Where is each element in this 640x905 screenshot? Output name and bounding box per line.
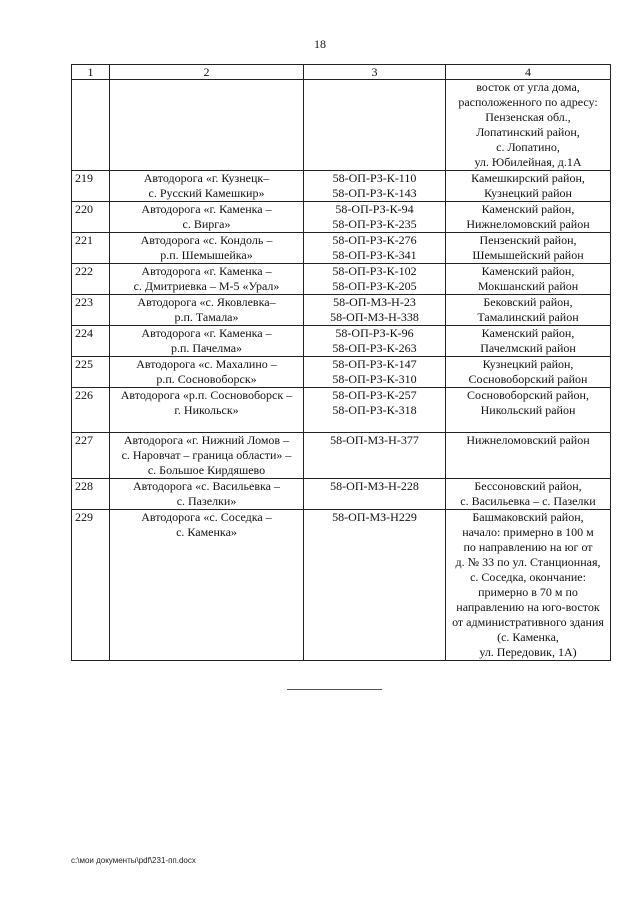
road-code-line: 58-ОП-РЗ-К-263 [332, 341, 417, 355]
column-header: 2 [110, 65, 304, 80]
table-row [72, 264, 611, 295]
road-name-cell [110, 433, 304, 479]
road-name-line: Автодорога «г. Нижний Ломов – [123, 433, 290, 447]
location-line: Кузнецкий район [484, 186, 572, 200]
location-line: Каменский район, [481, 264, 575, 278]
row-number-cell: 219 [72, 171, 110, 202]
road-name-line: р.п. Тамала» [174, 310, 239, 324]
road-code-line: 58-ОП-РЗ-К-235 [332, 217, 417, 231]
location-line: Башмаковский район, [472, 510, 584, 524]
road-name-cell [110, 479, 304, 510]
location-line: Сосновоборский район, [467, 388, 589, 402]
road-name-line: с. Русский Камешкир» [148, 186, 265, 200]
location-line: с. Васильевка – с. Пазелки [460, 494, 596, 508]
road-name-line: Автодорога «с. Васильевка – [133, 479, 280, 493]
table-row [72, 233, 611, 264]
road-name-line: Автодорога «с. Соседка – [141, 510, 272, 524]
location-cell [446, 326, 611, 357]
location-line: Сосновоборский район [468, 372, 588, 386]
row-number-cell: 227 [72, 433, 110, 479]
road-name-line: Автодорога «г. Кузнецк– [143, 171, 270, 185]
row-number-cell: 220 [72, 202, 110, 233]
location-cell [446, 357, 611, 388]
road-code-line: 58-ОП-РЗ-К-94 [335, 202, 414, 216]
row-number-cell: 226 [72, 388, 110, 433]
location-cell [446, 80, 611, 171]
road-code-line: 58-ОП-РЗ-К-341 [332, 248, 417, 262]
location-cell [446, 479, 611, 510]
location-cell [446, 264, 611, 295]
road-code-line: 58-ОП-МЗ-Н-228 [330, 479, 419, 493]
location-line: от административного здания [452, 615, 604, 629]
location-cell [446, 388, 611, 433]
road-code-cell [304, 233, 446, 264]
location-line: с. Соседка, окончание: [470, 570, 586, 584]
road-name-line: с. Каменка» [176, 525, 237, 539]
location-line: по направлению на юг от [463, 540, 593, 554]
table-row [72, 202, 611, 233]
row-number-cell: 223 [72, 295, 110, 326]
row-number-cell: 225 [72, 357, 110, 388]
road-code-line: 58-ОП-РЗ-К-205 [332, 279, 417, 293]
road-name-line: р.п. Пачелма» [170, 341, 243, 355]
location-line: начало: примерно в 100 м [462, 525, 594, 539]
road-code-line: 58-ОП-МЗ-Н229 [332, 510, 417, 524]
road-name-line: Автодорога «г. Каменка – [141, 202, 272, 216]
road-name-cell [110, 326, 304, 357]
table-row [72, 479, 611, 510]
row-number-cell: 221 [72, 233, 110, 264]
road-name-line: г. Никольск» [174, 403, 239, 417]
table-body [72, 80, 611, 661]
road-code-cell [304, 295, 446, 326]
road-name-line: Автодорога «с. Махалино – [136, 357, 277, 371]
location-line: (с. Каменка, [497, 630, 559, 644]
location-line: ул. Юбилейная, д.1А [474, 155, 582, 169]
table-row [72, 510, 611, 661]
road-name-line: с. Дмитриевка – М-5 «Урал» [133, 279, 280, 293]
row-number-cell: 229 [72, 510, 110, 661]
table-header-row [72, 65, 611, 80]
location-line: Шемышейский район [472, 248, 584, 262]
road-code-line: 58-ОП-РЗ-К-318 [332, 403, 417, 417]
road-code-line: 58-ОП-РЗ-К-147 [332, 357, 417, 371]
road-code-line: 58-ОП-РЗ-К-276 [332, 233, 417, 247]
road-name-line: Автодорога «с. Яковлевка– [137, 295, 276, 309]
row-number-cell: 222 [72, 264, 110, 295]
road-code-line: 58-ОП-МЗ-Н-23 [333, 295, 416, 309]
row-number-cell: 228 [72, 479, 110, 510]
road-code-line: 58-ОП-РЗ-К-110 [332, 171, 417, 185]
location-line: Пензенская обл., [485, 110, 571, 124]
road-name-cell [110, 171, 304, 202]
column-header: 4 [446, 65, 611, 80]
location-line: Нижнеломовский район [466, 433, 590, 447]
road-code-line: 58-ОП-РЗ-К-257 [332, 388, 417, 402]
road-name-cell [110, 510, 304, 661]
road-name-cell [110, 295, 304, 326]
road-code-cell [304, 357, 446, 388]
road-code-cell [304, 510, 446, 661]
location-line: Тамалинский район [477, 310, 579, 324]
road-name-line: с. Наровчат – граница области» – [121, 448, 292, 462]
location-line: Каменский район, [481, 202, 575, 216]
road-name-line: с. Пазелки» [176, 494, 237, 508]
road-name-cell [110, 202, 304, 233]
location-line: ул. Передовик, 1А) [479, 645, 577, 659]
road-code-cell [304, 264, 446, 295]
road-name-cell [110, 233, 304, 264]
row-spacer [449, 418, 607, 432]
table-row [72, 357, 611, 388]
table-row [72, 171, 611, 202]
location-line: Камешкирский район, [471, 171, 585, 185]
road-code-cell [304, 80, 446, 171]
road-code-line: 58-ОП-РЗ-К-310 [332, 372, 417, 386]
location-cell [446, 171, 611, 202]
location-cell [446, 295, 611, 326]
road-code-cell [304, 479, 446, 510]
location-cell [446, 433, 611, 479]
location-line: Пачелмский район [480, 341, 576, 355]
column-header: 3 [304, 65, 446, 80]
table-row [72, 326, 611, 357]
location-cell [446, 202, 611, 233]
location-line: с. Лопатино, [496, 140, 560, 154]
location-line: Пензенский район, [479, 233, 577, 247]
road-name-line: р.п. Шемышейка» [160, 248, 253, 262]
road-code-cell [304, 202, 446, 233]
road-name-line: р.п. Сосновоборск» [156, 372, 257, 386]
table-row [72, 433, 611, 479]
road-name-cell [110, 264, 304, 295]
road-name-line: с. Вирга» [182, 217, 231, 231]
road-code-line: 58-ОП-РЗ-К-102 [332, 264, 417, 278]
row-spacer [307, 418, 442, 432]
road-code-cell [304, 171, 446, 202]
road-code-line: 58-ОП-МЗ-Н-377 [330, 433, 419, 447]
road-name-line: Автодорога «г. Каменка – [141, 326, 272, 340]
location-line: Нижнеломовский район [466, 217, 590, 231]
file-path-footer: c:\мои документы\pdf\231-пп.docx [71, 856, 196, 865]
row-spacer [113, 418, 300, 432]
location-line: Бековский район, [483, 295, 573, 309]
location-line: восток от угла дома, [476, 80, 580, 94]
row-number-cell [72, 80, 110, 171]
location-cell [446, 233, 611, 264]
road-code-line: 58-ОП-РЗ-К-96 [335, 326, 414, 340]
table-row [72, 295, 611, 326]
location-line: Мокшанский район [477, 279, 579, 293]
road-code-cell [304, 388, 446, 433]
road-name-line: Автодорога «р.п. Сосновоборск – [120, 388, 293, 402]
column-header: 1 [72, 65, 110, 80]
table-row [72, 388, 611, 433]
location-cell [446, 510, 611, 661]
location-line: примерно в 70 м по [478, 585, 578, 599]
road-code-cell [304, 433, 446, 479]
road-name-cell [110, 80, 304, 171]
location-line: направлению на юго-восток [456, 600, 600, 614]
road-name-line: Автодорога «с. Кондоль – [140, 233, 273, 247]
roads-table [71, 64, 611, 661]
road-name-cell [110, 388, 304, 433]
separator-line [287, 689, 382, 690]
road-code-line: 58-ОП-РЗ-К-143 [332, 186, 417, 200]
road-code-line: 58-ОП-МЗ-Н-338 [330, 310, 419, 324]
page-number: 18 [314, 37, 326, 51]
road-name-line: Автодорога «г. Каменка – [141, 264, 272, 278]
location-line: Бессоновский район, [474, 479, 582, 493]
road-name-line: с. Большое Кирдяшево [147, 463, 266, 477]
row-number-cell: 224 [72, 326, 110, 357]
location-line: Никольский район [480, 403, 576, 417]
road-code-cell [304, 326, 446, 357]
location-line: Кузнецкий район, [482, 357, 574, 371]
road-name-cell [110, 357, 304, 388]
location-line: Каменский район, [481, 326, 575, 340]
table-row [72, 80, 611, 171]
location-line: Лопатинский район, [476, 125, 580, 139]
location-line: расположенного по адресу: [458, 95, 598, 109]
location-line: д. № 33 по ул. Станционная, [455, 555, 601, 569]
